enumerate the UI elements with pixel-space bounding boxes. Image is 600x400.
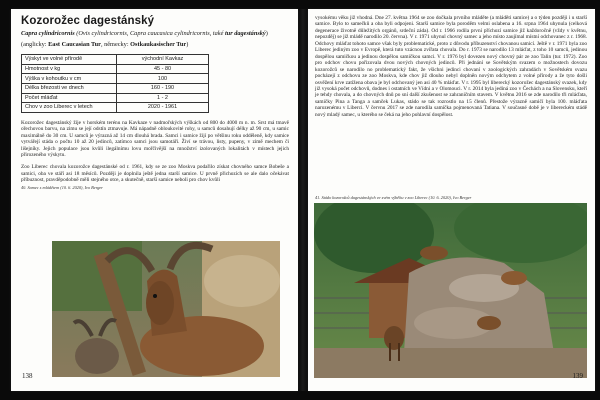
table-row xyxy=(22,55,209,65)
fact-label: Výskyt ve volné přírodě xyxy=(22,55,117,65)
common-names xyxy=(21,41,289,49)
latin-main: Capra cylindricornis xyxy=(21,30,75,37)
latin-alt-name: tur dagestánský xyxy=(224,30,266,37)
body-paragraph-3: vysokému věku již vhodná. Dne 27. května 1964 se zoo dočkala prvního mláděte (a mláděti samice) a o týden později i u starší samice. Bylo to samečků a oba byli odpojeni. Starší samice byla poroděm velmi oslabena a 16. srpna 1964 uhynula (celková degenerace životně důležitých orgánů, srdeční záda). Od r. 1966 rodila první příchozí samice již každoročně (vždy v květnu, nepozděj) se již mládě narodilo 20. června). V r. 1971 uhynul chovný samec a jeho místo zaujímal místní odchovanec z r. 1968. Odchovy mláďat tohoto samce však byly problematické, proto z důvodu příbuzenství chovanou samicí. Ještě v r. 1971 byla zoo Liberec jediným zoo v Evropě, která tuto vzácnou zvířata chovala. Do r. 1973 se narodilo 13 mláďat, z toho 10 samců, jedinou dospělou samičkou a jedinou dospělou samičkou samci. V r. 1976 byl dovezen nový chovný pár ze zoo Talin (tur. 1972). Zoo pro odchov chovu pořizovala dvou nových chovných jedinců. Při jednání se Sovětským svazem o možnostech dovozu kozorožců se narodilo no problematický fakt, že všichni jedinci chovaní v zoologických zahradách v Sovětském svazu pocházejí z odchovu ze zoo Moskva, kde chov již dlouho nebyl doplněn novým odchytem z volné přírody a že tyto došli osvěžení krve zatížena obava je byl odchovaný jen asi 40 % mláďat. V r. 1995 byl liberecký kozorožec dagestánský svazek, kdy již vysoká počet odchovů, dodnes i ostatních ve Vídni a v Olomouci. V r. 2014 byla jediná zoo v Čechách a na Slovensku, kteří je tehdy chovala, a do chovných dnů po sní další zkušenost se zahraničním stavem. V květnu 2016 se zde narodilo tři mláďata, samičky Pina a Tanga a samček Lukas, stádo se tak rozrostlo na 15 členů. Přestože výrazně samičí byla 100. mláďata narozenému v Liberci. V červnu 2017 se zde narodila samička pojmenovaná Tatiana. V současné době je v libereckém stádě nový mladý samec, u kterého se čeká na jeho pohlavní dospělost. xyxy=(315,15,587,118)
page-title: Kozorožec dagestánský xyxy=(21,15,155,27)
right-page xyxy=(308,9,595,391)
book-gutter xyxy=(298,9,308,391)
page-number: 138 xyxy=(22,372,33,380)
facts-table xyxy=(21,54,209,113)
left-page xyxy=(11,9,298,391)
table-row xyxy=(22,74,209,84)
fact-label: Délka březosti ve dnech xyxy=(22,83,117,93)
fact-value: východní Kavkaz xyxy=(117,55,209,65)
goat-photo xyxy=(52,241,280,377)
body-paragraph-1: Kozorožec dagestánský žije v horském terénu na Kavkaze v nadmořských výškách od 800 do 4000 m n. m. Srst má tmavě ořechovou barvu, na zimu se její odstín ztmavuje. Má nápadně obloukovité rohy, u samců dosahují délky až 90 cm, u samic maximálně do 30 cm. U samců je výrazná až 14 cm dlouhá brada. Samci i samice žijí po většinu roku odděleně, kdy samice vytvářejí stáda o počtu 10 až 20 jedinců, zatímco samci jsou samotáři. Živí se trávou, listy, pupeny, v zimě mechem či lišejníky. Jejich populace jsou kvůli ilegálnímu lovu mořčivější na množství izolovaných lokalitách v místech jejich přirozeného výskytu. xyxy=(21,119,289,159)
common-prefix: (anglicky: xyxy=(21,40,49,48)
photo-caption: 41. Stádo kozorožců dagestánských ve svém výběhu v zoo Liberec (10. 6. 2020), Ivo Berger xyxy=(315,195,472,200)
common-name-de: Ostkaukasischer Tur xyxy=(130,40,187,48)
fact-label: Výška v kohoutku v cm xyxy=(22,74,117,84)
left-page-content xyxy=(21,15,289,190)
latin-synonyms: (Ovis cylindricornis, Capra caucasica cylindricornis, také xyxy=(74,30,225,37)
common-end: ) xyxy=(186,40,189,48)
fact-label: Počet mláďat xyxy=(22,93,117,103)
fact-value: 160 - 190 xyxy=(117,83,209,93)
fact-value: 45 - 80 xyxy=(117,64,209,74)
table-row xyxy=(22,103,209,113)
herd-photo xyxy=(314,203,587,378)
fact-value: 1 - 2 xyxy=(117,93,209,103)
common-mid: , německy: xyxy=(100,40,131,48)
latin-name xyxy=(21,30,289,38)
body-paragraph-2: Zoo Liberec chovala kozorožce dagestánské od r. 1961, kdy se ze zoo Moskva podařilo získat chovného samce Bobeše a samici, oba ve stáří asi 18 měsíců. Později je doplnila ještě jedna starší samice. U prvně přichozích se ale dalo očekávat příbuznost, pravděpodobně měli stejného otce, a skutečně, starší samice neboli pro chov kvůli xyxy=(21,164,289,184)
fact-label: Chov v zoo Liberec v letech xyxy=(22,103,117,113)
right-page-content xyxy=(315,15,587,118)
fact-value: 100 xyxy=(117,74,209,84)
page-number: 139 xyxy=(572,372,583,380)
table-row xyxy=(22,93,209,103)
common-name-en: East Caucasian Tur xyxy=(48,40,101,48)
fact-value: 2020 - 1961 xyxy=(117,103,209,113)
table-row xyxy=(22,83,209,93)
table-row xyxy=(22,64,209,74)
latin-end: ) xyxy=(265,30,268,37)
photo-caption: 40. Samec s mládětem (10. 6. 2020), Ivo Berger xyxy=(21,184,103,190)
fact-label: Hmotnost v kg xyxy=(22,64,117,74)
